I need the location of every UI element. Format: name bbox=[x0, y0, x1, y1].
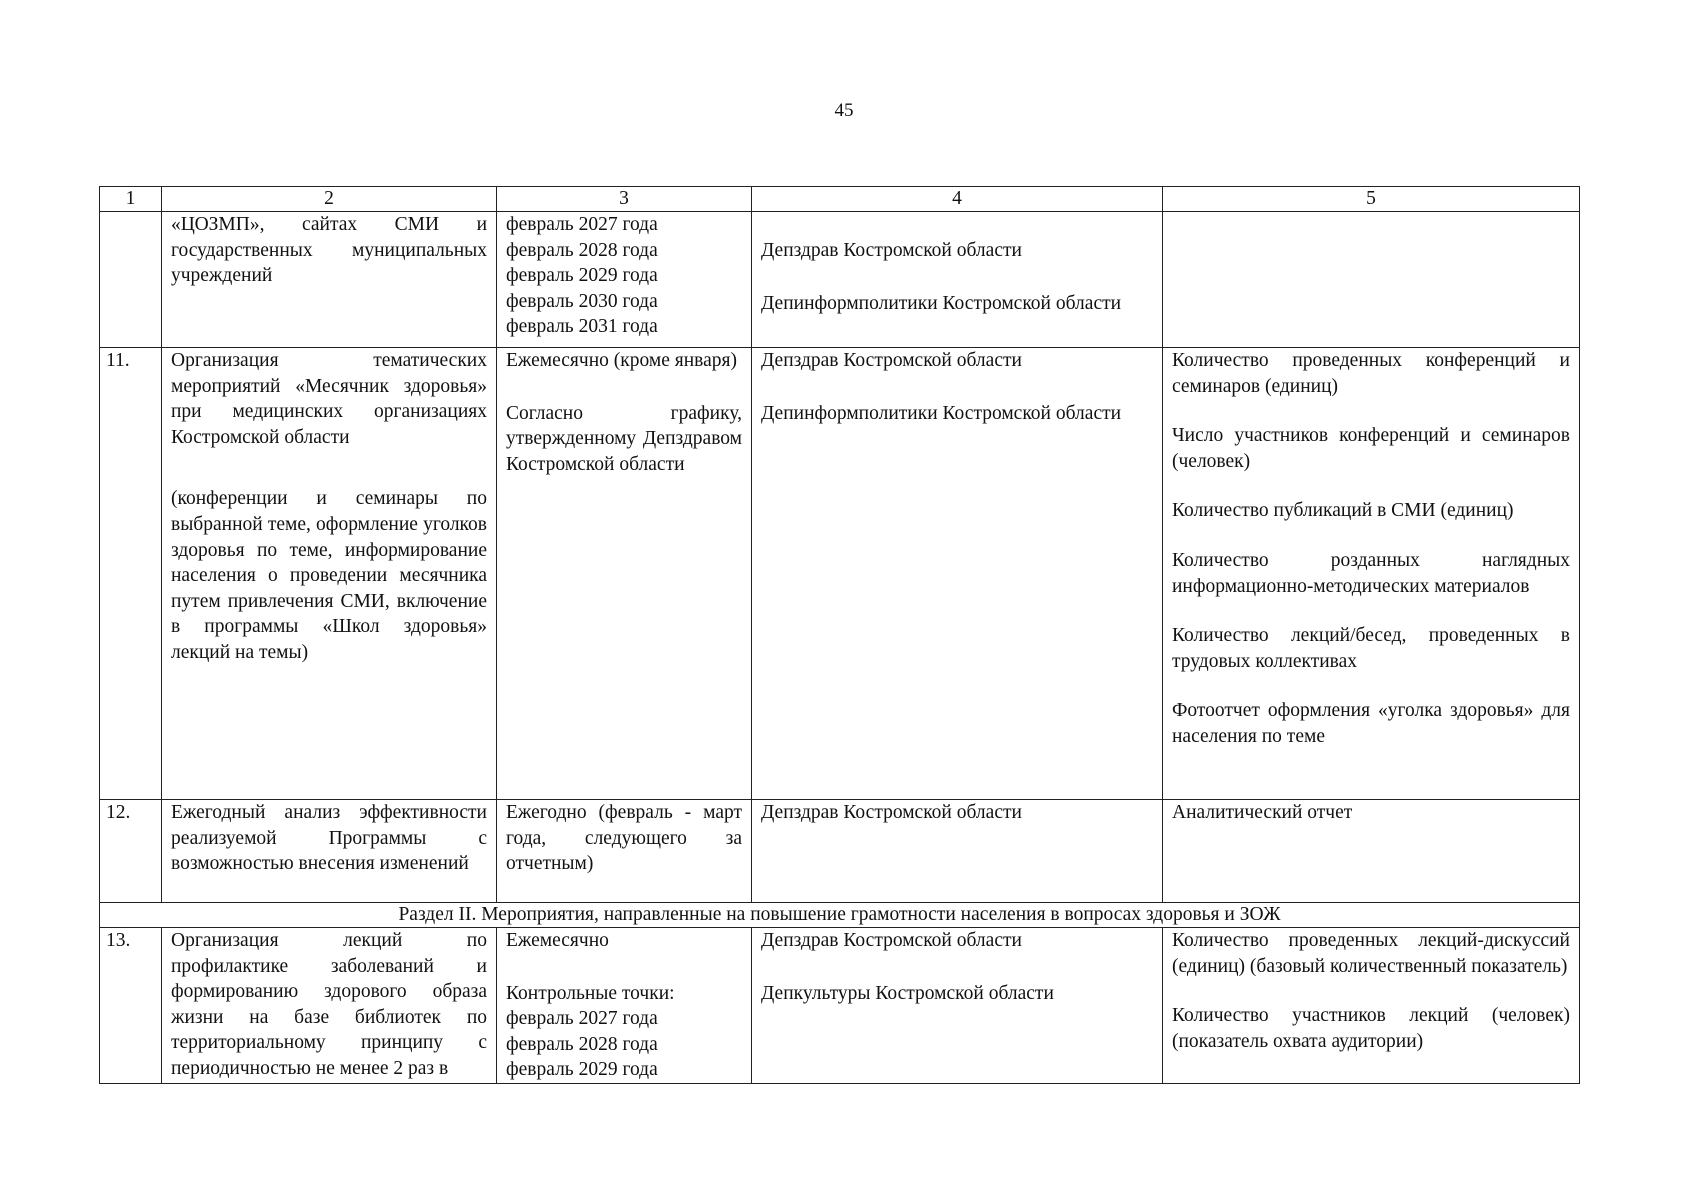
measures-table bbox=[99, 186, 1580, 1084]
measure-cell bbox=[162, 348, 497, 800]
indicator-cell bbox=[1163, 212, 1580, 348]
deadline-line: февраль 2031 года bbox=[506, 316, 658, 338]
section-title: Раздел II. Мероприятия, направленные на повышение грамотности населения в вопросах здоровья и ЗОЖ bbox=[100, 903, 1580, 928]
deadline-cell bbox=[497, 928, 752, 1084]
row-number: 12. bbox=[100, 800, 162, 903]
executor-text: Депздрав Костромской области bbox=[761, 240, 1022, 261]
deadline-text: Ежегодно (февраль - март года, следующего за отчетным) bbox=[506, 802, 742, 875]
deadline-cell bbox=[497, 348, 752, 800]
measure-title: Организация тематических мероприятий «Месячник здоровья» при медицинских организациях Костромской области bbox=[171, 350, 487, 448]
indicator-text: Количество участников лекций (человек) (показатель охвата аудитории) bbox=[1172, 1005, 1570, 1052]
deadline-line: февраль 2028 года bbox=[506, 239, 658, 261]
executor-text: Депздрав Костромской области bbox=[761, 350, 1022, 371]
column-number-row bbox=[100, 187, 1580, 212]
measure-cell bbox=[162, 212, 497, 348]
deadline-text: февраль 2029 года bbox=[506, 1059, 658, 1081]
deadline-line: февраль 2029 года bbox=[506, 265, 658, 287]
executor-cell bbox=[752, 928, 1163, 1084]
executor-text: Депздрав Костромской области bbox=[761, 930, 1022, 951]
deadline-line: февраль 2030 года bbox=[506, 290, 658, 312]
row-number: 13. bbox=[100, 928, 162, 1084]
deadline-text: Ежемесячно (кроме января) bbox=[506, 350, 737, 371]
executor-cell bbox=[752, 348, 1163, 800]
indicator-cell bbox=[1163, 348, 1580, 800]
page-number: 45 bbox=[834, 100, 854, 121]
column-header-1: 1 bbox=[100, 187, 162, 212]
column-header-3: 3 bbox=[497, 187, 752, 212]
indicator-text: Количество публикаций в СМИ (единиц) bbox=[1172, 500, 1514, 522]
executor-text: Депинформполитики Костромской области bbox=[761, 292, 1122, 314]
indicator-text: Количество розданных наглядных информационно-методических материалов bbox=[1172, 549, 1570, 597]
table-row-11 bbox=[100, 348, 1580, 800]
measure-cell bbox=[162, 928, 497, 1084]
deadline-cell bbox=[497, 212, 752, 348]
deadline-text: Согласно графику, утвержденному Депздравом Костромской области bbox=[506, 402, 742, 475]
table-row-continued bbox=[100, 212, 1580, 348]
executor-text: Депинформполитики Костромской области bbox=[761, 402, 1122, 424]
deadline-cell bbox=[497, 800, 752, 903]
column-header-4: 4 bbox=[752, 187, 1163, 212]
row-number: 11. bbox=[100, 348, 162, 800]
table-row-12 bbox=[100, 800, 1580, 903]
measure-text: Организация лекций по профилактике заболеваний и формированию здорового образа жизни на базе библиотек по территориальному принципу с периодичностью не менее 2 раз в bbox=[171, 930, 487, 1079]
section-header-row bbox=[100, 903, 1580, 928]
column-header-2: 2 bbox=[162, 187, 497, 212]
indicator-text: Число участников конференций и семинаров (человек) bbox=[1172, 425, 1570, 472]
measure-text: Ежегодный анализ эффективности реализуемой Программы с возможностью внесения изменений bbox=[171, 802, 487, 875]
deadline-text: Ежемесячно bbox=[506, 930, 609, 951]
indicator-cell bbox=[1163, 928, 1580, 1084]
measure-detail: (конференции и семинары по выбранной теме, оформление уголков здоровья по теме, информирование населения о проведении месячника путем привлечения СМИ, включение в программы «Школ здоровья» лекций на темы) bbox=[171, 488, 487, 663]
measure-cell bbox=[162, 800, 497, 903]
table-row-13 bbox=[100, 928, 1580, 1084]
executor-cell bbox=[752, 800, 1163, 903]
indicator-text: Количество лекций/бесед, проведенных в трудовых коллективах bbox=[1172, 625, 1570, 672]
indicator-text: Количество проведенных конференций и семинаров (единиц) bbox=[1172, 350, 1570, 397]
indicator-cell bbox=[1163, 800, 1580, 903]
executor-text: Депкультуры Костромской области bbox=[761, 982, 1054, 1004]
deadline-text: Контрольные точки: bbox=[506, 982, 675, 1004]
indicator-text: Количество проведенных лекций-дискуссий (единиц) (базовый количественный показатель) bbox=[1172, 930, 1570, 977]
indicator-text: Фотоотчет оформления «уголка здоровья» для населения по теме bbox=[1172, 700, 1570, 747]
deadline-text: февраль 2027 года bbox=[506, 1008, 658, 1030]
deadline-text: февраль 2028 года bbox=[506, 1033, 658, 1055]
measure-text: «ЦОЗМП», сайтах СМИ и государственных муниципальных учреждений bbox=[171, 214, 487, 287]
executor-text: Депздрав Костромской области bbox=[761, 802, 1022, 823]
row-number-cell bbox=[100, 212, 162, 348]
indicator-text: Аналитический отчет bbox=[1172, 802, 1353, 823]
executor-cell bbox=[752, 212, 1163, 348]
deadline-line: февраль 2027 года bbox=[506, 214, 658, 235]
column-header-5: 5 bbox=[1163, 187, 1580, 212]
